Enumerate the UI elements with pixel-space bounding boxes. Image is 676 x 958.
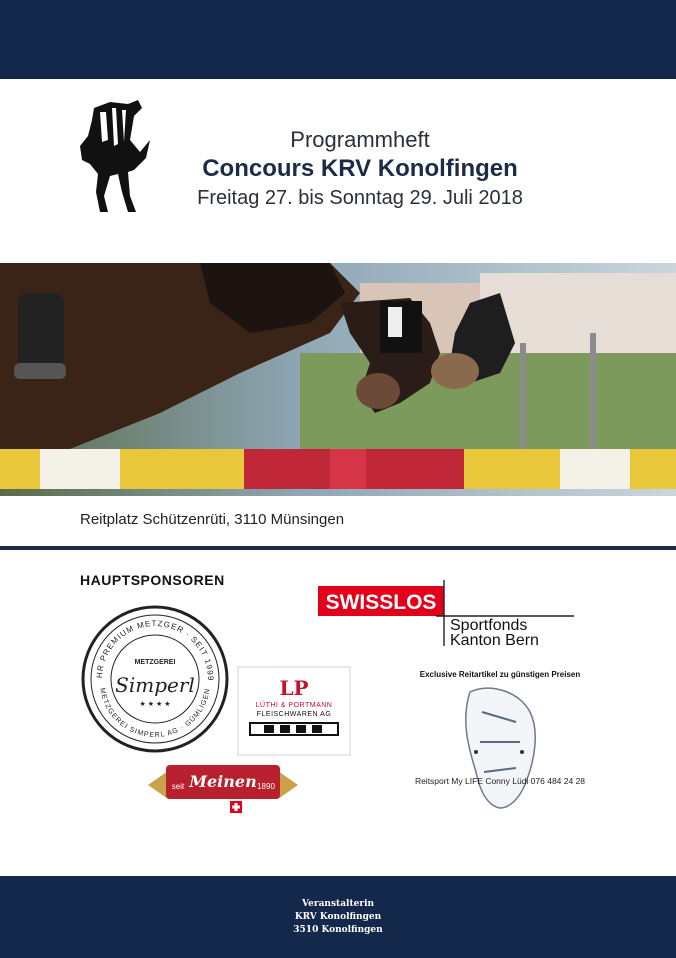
swisslos-sponsor-logo <box>318 578 574 648</box>
meinen-left: seit <box>171 782 185 791</box>
lp-line1: LÜTHI & PORTMANN <box>255 702 333 709</box>
swisslos-line1: Sportfonds <box>450 617 528 634</box>
event-name: Concours KRV Konolfingen <box>202 155 518 182</box>
reitsport-sponsor-logo <box>400 670 600 812</box>
meinen-name: Meinen <box>189 772 257 791</box>
venue-address: Reitplatz Schützenrüti, 3110 Münsingen <box>80 511 345 528</box>
swisslos-line2: Kanton Bern <box>450 632 539 648</box>
top-banner <box>0 0 676 79</box>
simperl-ring-bottom: METZGEREI SIMPERL AG · GÜMLIGEN <box>98 687 212 740</box>
meinen-sponsor-logo <box>148 757 298 815</box>
sponsors-heading: HAUPTSPONSOREN <box>80 572 225 588</box>
horse-head-sketch <box>430 682 570 812</box>
simperl-name: Simperl <box>115 673 195 697</box>
show-jumping-photo <box>0 263 676 496</box>
event-dates: Freitag 27. bis Sonntag 29. Juli 2018 <box>197 187 523 209</box>
section-divider <box>0 546 676 550</box>
header-block <box>160 126 560 212</box>
footer-organizer-address: 3510 Konolfingen <box>293 925 383 935</box>
lp-line2: FLEISCHWAREN AG <box>256 711 332 718</box>
simperl-badge: METZGEREI <box>134 659 176 666</box>
lp-mark: LP <box>279 676 309 700</box>
reitsport-tagline: Exclusive Reitartikel zu günstigen Preisen <box>419 670 581 679</box>
meinen-right: 1890 <box>257 782 275 791</box>
simperl-sponsor-logo <box>80 604 230 754</box>
swisslos-brand: SWISSLOS <box>325 591 437 614</box>
luethi-portmann-sponsor-logo <box>236 665 352 757</box>
horse-rider-logo <box>80 100 150 215</box>
svg-text:★ ★ ★ ★: ★ ★ ★ ★ <box>139 701 171 708</box>
page-title: Programmheft <box>290 127 430 152</box>
footer-organizer-label: Veranstalterin <box>301 899 375 909</box>
reitsport-contact: Reitsport My LIFE Conny Lüdi 076 484 24 28 <box>414 776 586 786</box>
footer-banner <box>0 876 676 958</box>
simperl-ring-top: HR PREMIUM METZGER · SEIT 1999 <box>94 618 216 682</box>
footer-organizer-name: KRV Konolfingen <box>294 912 382 922</box>
